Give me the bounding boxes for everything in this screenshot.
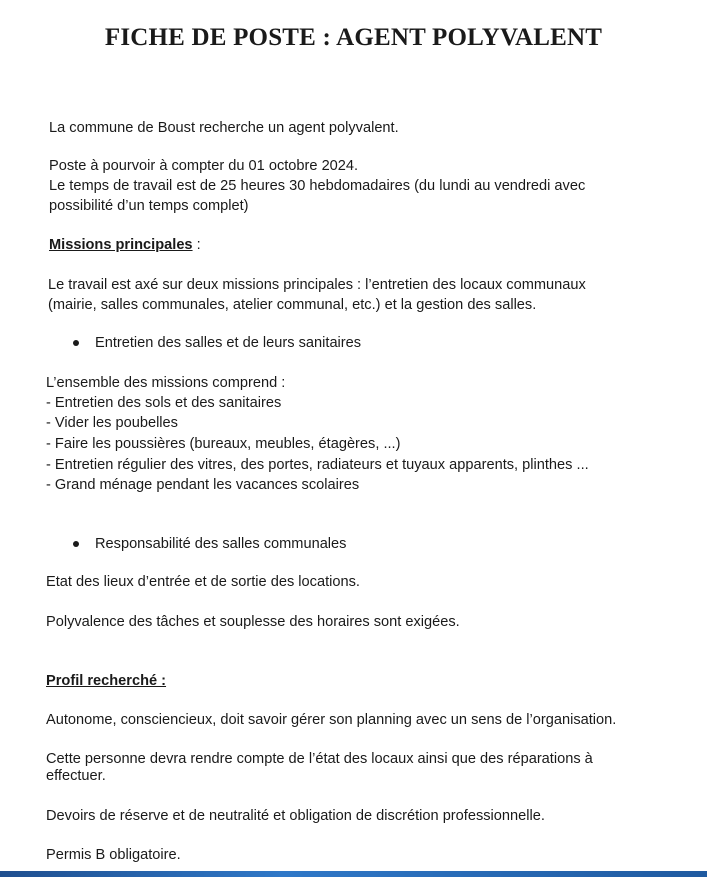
missions-list-intro: L’ensemble des missions comprend : xyxy=(46,375,286,391)
page-title: FICHE DE POSTE : AGENT POLYVALENT xyxy=(104,24,603,51)
list-item: - Faire les poussières (bureaux, meubles, étagères, ...) xyxy=(46,436,401,452)
profil-permis: Permis B obligatoire. xyxy=(46,847,181,863)
missions-heading xyxy=(49,235,201,255)
list-item: - Vider les poubelles xyxy=(46,415,178,431)
bullet-icon xyxy=(73,541,79,547)
list-item: - Entretien régulier des vitres, des portes, radiateurs et tuyaux apparents, plinthes ... xyxy=(46,457,589,473)
profil-compte-line2: effectuer. xyxy=(46,768,106,784)
intro-text: La commune de Boust recherche un agent polyvalent. xyxy=(49,120,399,136)
profil-heading: Profil recherché : xyxy=(46,673,167,689)
list-item: - Entretien des sols et des sanitaires xyxy=(46,395,282,411)
etat-des-lieux-text: Etat des lieux d’entrée et de sortie des locations. xyxy=(46,574,360,590)
poste-hours-cont: possibilité d’un temps complet) xyxy=(49,198,249,214)
list-item: - Grand ménage pendant les vacances scolaires xyxy=(46,477,360,493)
missions-desc-line2: (mairie, salles communales, atelier communal, etc.) et la gestion des salles. xyxy=(48,297,537,313)
polyvalence-text: Polyvalence des tâches et souplesse des horaires sont exigées. xyxy=(46,614,460,630)
missions-heading-label: Missions principales xyxy=(49,237,193,253)
missions-desc-line1: Le travail est axé sur deux missions principales : l’entretien des locaux communaux xyxy=(48,277,586,293)
bullet-responsabilite: Responsabilité des salles communales xyxy=(95,536,347,552)
bullet-entretien: Entretien des salles et de leurs sanitaires xyxy=(95,335,362,351)
missions-heading-colon: : xyxy=(192,237,201,253)
profil-autonome: Autonome, consciencieux, doit savoir gérer son planning avec un sens de l’organisation. xyxy=(46,712,617,728)
poste-hours: Le temps de travail est de 25 heures 30 hebdomadaires (du lundi au vendredi avec xyxy=(49,178,586,194)
profil-reserve: Devoirs de réserve et de neutralité et obligation de discrétion professionnelle. xyxy=(46,808,545,824)
bullet-icon xyxy=(73,340,79,346)
profil-compte-line1: Cette personne devra rendre compte de l’état des locaux ainsi que des réparations à xyxy=(46,751,593,767)
bottom-border-bar xyxy=(0,871,707,877)
poste-start-date: Poste à pourvoir à compter du 01 octobre 2024. xyxy=(49,158,359,174)
